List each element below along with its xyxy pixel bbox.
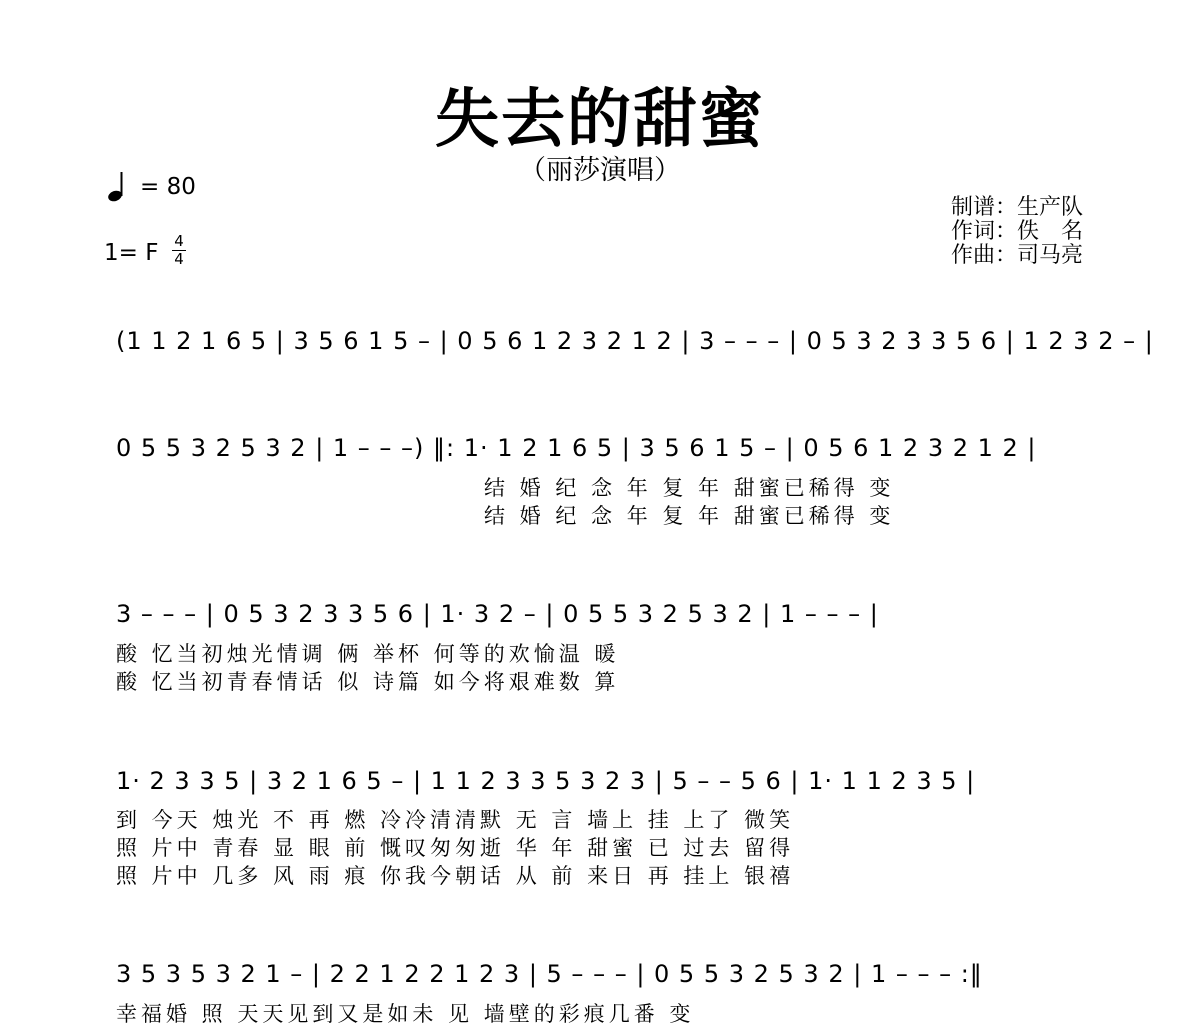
- credits: [951, 196, 1083, 268]
- score-line-3-lyrics-2: 酸 忆当初青春情话 似 诗篇 如今将艰难数 算: [116, 670, 620, 694]
- time-sig-top: 4: [174, 232, 184, 250]
- score-line-3-notes: 3 – – – | 0 5 3 2 3 3 5 6 | 1· 3 2 – | 0 5 5 3 2 5 3 2 | 1 – – – |: [116, 600, 879, 628]
- score-line-3-lyrics-1: 酸 忆当初烛光情调 俩 举杯 何等的欢愉温 暖: [116, 642, 620, 666]
- score-line-2-lyrics-2: 结 婚 纪 念 年 复 年 甜蜜已稀得 变: [484, 504, 895, 528]
- score-line-2-lyrics-1: 结 婚 纪 念 年 复 年 甜蜜已稀得 变: [484, 476, 895, 500]
- score-line-4-lyrics-2: 照 片中 青春 显 眼 前 慨叹匆匆逝 华 年 甜蜜 已 过去 留得: [116, 836, 795, 860]
- time-sig-bottom: 4: [174, 250, 184, 268]
- score-line-4-lyrics-1: 到 今天 烛光 不 再 燃 冷冷清清默 无 言 墙上 挂 上了 微笑: [116, 808, 795, 832]
- score-line-2-notes: 0 5 5 3 2 5 3 2 | 1 – – –) ‖: 1· 1 2 1 6 5 | 3 5 6 1 5 – | 0 5 6 1 2 3 2 1 2 |: [116, 434, 1037, 462]
- key-signature: 1= F: [104, 240, 159, 266]
- score-line-1-notes: (1 1 2 1 6 5 | 3 5 6 1 5 – | 0 5 6 1 2 3 2 1 2 | 3 – – – | 0 5 3 2 3 3 5 6 | 1 2 3 2 – |: [116, 327, 1154, 355]
- song-title: 失去的甜蜜: [435, 83, 765, 157]
- score-line-4-lyrics-3: 照 片中 几多 风 雨 痕 你我今朝话 从 前 来日 再 挂上 银禧: [116, 864, 795, 888]
- quarter-note-icon: [106, 170, 130, 204]
- credit-arranger: 制谱：生产队: [951, 195, 1084, 220]
- tempo-marking: = 80: [140, 174, 196, 200]
- score-line-4-notes: 1· 2 3 3 5 | 3 2 1 6 5 – | 1 1 2 3 3 5 3 2 3 | 5 – – 5 6 | 1· 1 1 2 3 5 |: [116, 767, 976, 795]
- score-line-5-notes: 3 5 3 5 3 2 1 – | 2 2 1 2 2 1 2 3 | 5 – – – | 0 5 5 3 2 5 3 2 | 1 – – – :‖: [116, 960, 983, 988]
- credit-composer: 作曲：司马亮: [951, 243, 1084, 268]
- song-subtitle: （丽莎演唱）: [519, 155, 681, 186]
- time-signature: [172, 234, 186, 267]
- score-line-5-lyrics-1: 幸福婚 照 天天见到又是如未 见 墙壁的彩痕几番 变: [116, 1002, 695, 1026]
- credit-lyricist: 作词：佚 名: [951, 219, 1084, 244]
